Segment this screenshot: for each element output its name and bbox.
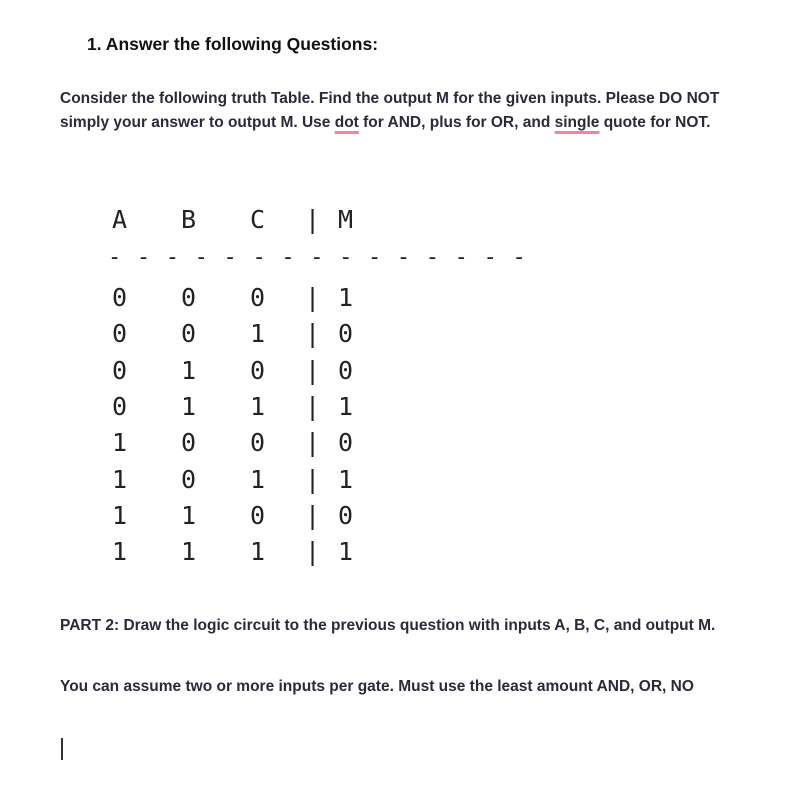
- header-a: A: [112, 205, 128, 234]
- cell-b: 0: [181, 428, 197, 458]
- row-pipe: |: [305, 319, 321, 349]
- row-pipe: |: [305, 283, 321, 312]
- cell-a: 0: [112, 391, 128, 421]
- cell-b: 1: [181, 500, 197, 530]
- cell-a: 1: [112, 428, 128, 458]
- cell-m: 0: [338, 355, 354, 385]
- part2-text: PART 2: Draw the logic circuit to the previous question with inputs A, B, C, and output M.: [60, 617, 716, 634]
- cell-c: 1: [250, 391, 266, 421]
- cell-a: 1: [112, 537, 128, 567]
- cell-b: 0: [181, 464, 197, 494]
- cell-c: 0: [250, 283, 266, 312]
- row-pipe: |: [305, 500, 321, 530]
- table-divider: - - - - - - - - - - - - - - -: [108, 245, 527, 270]
- cell-m: 0: [338, 500, 354, 530]
- cell-a: 0: [112, 283, 128, 312]
- intro-text-1: Consider the following truth Table. Find the output M for the given inputs. Please DO NOT simply your answer to output M. Use: [60, 90, 720, 131]
- cell-c: 1: [250, 319, 266, 349]
- cell-m: 1: [338, 464, 354, 494]
- cell-c: 1: [250, 464, 266, 494]
- cell-c: 0: [250, 500, 266, 530]
- cell-a: 0: [112, 319, 128, 349]
- cell-m: 1: [338, 537, 354, 567]
- cell-a: 0: [112, 355, 128, 385]
- instructions-text: You can assume two or more inputs per gate. Must use the least amount AND, OR, NO: [60, 678, 694, 695]
- cell-m: 1: [338, 283, 354, 312]
- header-separator: |: [305, 205, 321, 234]
- question-heading: 1. Answer the following Questions:: [87, 34, 379, 54]
- cell-c: 1: [250, 537, 266, 567]
- cell-m: 1: [338, 391, 354, 421]
- cell-b: 1: [181, 391, 197, 421]
- cell-b: 1: [181, 355, 197, 385]
- intro-text-2: for AND, plus for OR, and: [358, 114, 555, 131]
- cell-b: 0: [181, 319, 197, 349]
- cell-b: 1: [181, 537, 197, 567]
- text-cursor[interactable]: [61, 738, 63, 760]
- row-pipe: |: [305, 428, 321, 458]
- header-b: B: [181, 205, 197, 234]
- row-pipe: |: [305, 391, 321, 421]
- intro-text-3: quote for NOT.: [599, 114, 711, 131]
- row-pipe: |: [305, 537, 321, 567]
- header-m: M: [338, 205, 354, 234]
- cell-m: 0: [338, 428, 354, 458]
- cell-a: 1: [112, 500, 128, 530]
- cell-a: 1: [112, 464, 128, 494]
- header-c: C: [250, 205, 266, 234]
- cell-b: 0: [181, 283, 197, 312]
- dot-word: dot: [334, 114, 359, 131]
- cell-c: 0: [250, 355, 266, 385]
- row-pipe: |: [305, 464, 321, 494]
- row-pipe: |: [305, 355, 321, 385]
- cell-m: 0: [338, 319, 354, 349]
- cell-c: 0: [250, 428, 266, 458]
- single-word: single: [554, 114, 600, 131]
